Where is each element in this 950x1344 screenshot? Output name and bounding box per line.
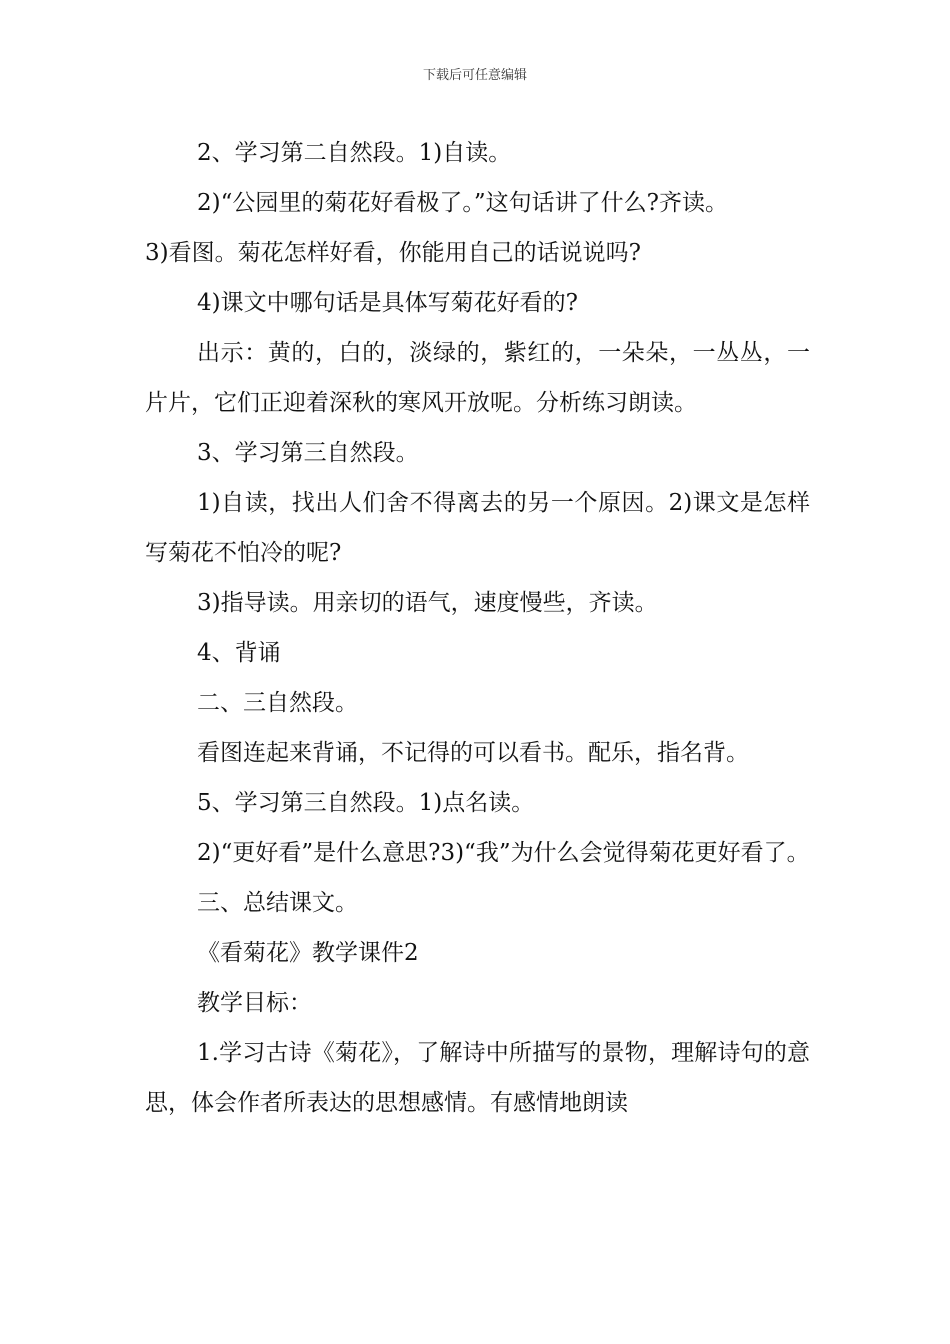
paragraph: 3)看图。菊花怎样好看，你能用自己的话说说吗? xyxy=(145,240,641,266)
paragraph: 4)课文中哪句话是具体写菊花好看的? xyxy=(197,290,578,316)
section-title: 《看菊花》教学课件2 xyxy=(197,940,419,966)
paragraph: 3、学习第三自然段。 xyxy=(197,440,419,466)
paragraph: 出示：黄的，白的，淡绿的，紫红的，一朵朵，一丛丛，一片片，它们正迎着深秋的寒风开放呢。分析练习朗读。 xyxy=(145,340,810,416)
page-header-note: 下载后可任意编辑 xyxy=(422,68,527,83)
paragraph: 2、学习第二自然段。1)自读。 xyxy=(197,140,512,166)
paragraph: 看图连起来背诵，不记得的可以看书。配乐，指名背。 xyxy=(197,740,749,766)
paragraph: 2)“更好看”是什么意思?3)“我”为什么会觉得菊花更好看了。 xyxy=(197,840,810,866)
paragraph: 5、学习第三自然段。1)点名读。 xyxy=(197,790,535,816)
paragraph: 1.学习古诗《菊花》，了解诗中所描写的景物，理解诗句的意思，体会作者所表达的思想感情。有感情地朗读 xyxy=(145,1040,810,1116)
paragraph: 2)“公园里的菊花好看极了。”这句话讲了什么?齐读。 xyxy=(197,190,728,216)
paragraph: 4、背诵 xyxy=(197,640,281,666)
paragraph: 二、三自然段。 xyxy=(197,690,358,716)
paragraph: 三、总结课文。 xyxy=(197,890,358,916)
document-body xyxy=(145,128,810,1128)
paragraph: 教学目标： xyxy=(197,990,312,1016)
paragraph: 1)自读，找出人们舍不得离去的另一个原因。2)课文是怎样写菊花不怕冷的呢? xyxy=(145,490,810,566)
paragraph: 3)指导读。用亲切的语气，速度慢些，齐读。 xyxy=(197,590,658,616)
